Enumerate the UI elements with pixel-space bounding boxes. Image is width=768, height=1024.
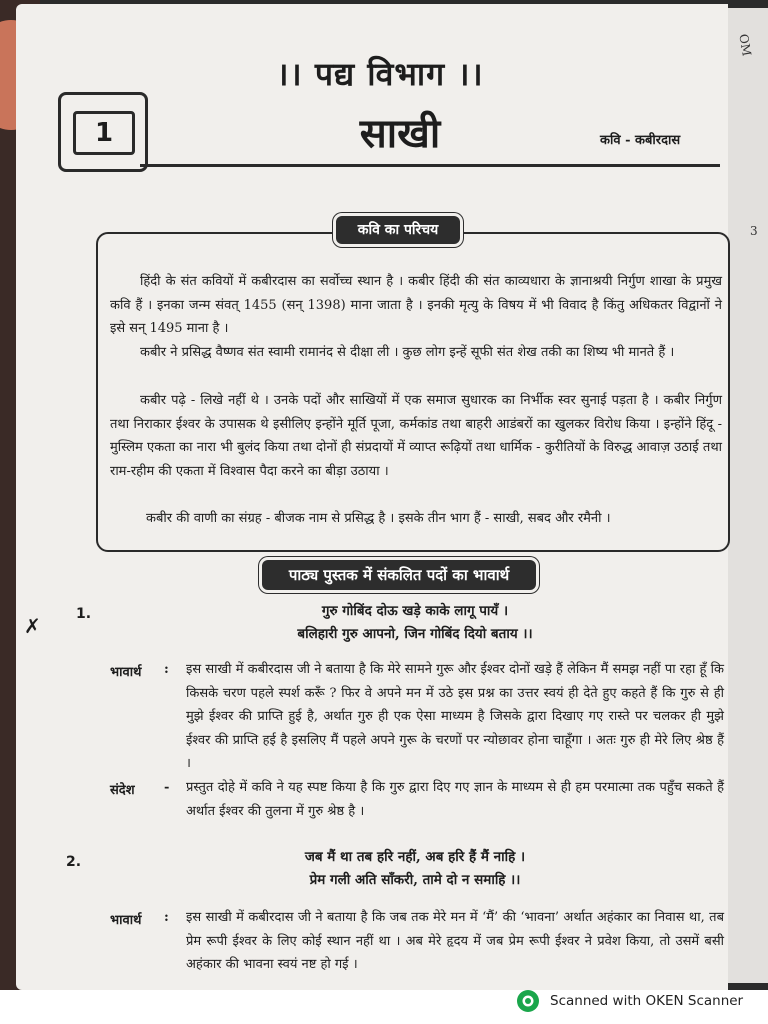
couplet-1-line-2: बलिहारी गुरु आपनो, जिन गोबिंद दियो बताय ।।: [297, 626, 533, 642]
header-divider: [140, 164, 720, 167]
scanner-text: Scanned with OKEN Scanner: [550, 993, 744, 1009]
couplet-2-line-1: जब मैं था तब हरि नहीं, अब हरि हैं मैं नाहि ।: [304, 849, 526, 865]
dash: -: [164, 780, 170, 795]
lesson-number: 1: [73, 111, 135, 155]
pen-check-mark: ✗: [24, 614, 41, 638]
item-number-1: 1.: [76, 606, 92, 622]
intro-paragraph-2: कबीर ने प्रसिद्ध वैष्णव संत स्वामी रामानंद से दीक्षा ली । कुछ लोग इन्हें सूफी संत शेख तकी का शिष्य भी मानते हैं ।: [140, 345, 675, 360]
section-title: ।। पद्य विभाग ।।: [276, 55, 484, 93]
scanner-logo-icon: [516, 989, 540, 1013]
side-page-mark: OM: [736, 32, 754, 58]
side-page-number: 3: [750, 224, 758, 238]
couplet-1-line-1: गुरु गोबिंद दोऊ खड़े काके लागू पायँ ।: [321, 603, 509, 619]
sandesh-text-1: प्रस्तुत दोहे में कवि ने यह स्पष्ट किया है कि गुरु द्वारा दिए गए ज्ञान के माध्यम से ही हम परमात्मा तक पहुँच सकते हैं अर्थात ईश्वर की तुलना में गुरु श्रेष्ठ है ।: [186, 780, 724, 819]
adjacent-page-edge: [724, 8, 768, 983]
poet-intro-label: कवि का परिचय: [336, 216, 460, 244]
bhavarth-label-2: भावार्थ: [110, 913, 142, 928]
sandesh-label-1: संदेश: [110, 783, 135, 798]
colon: :: [164, 910, 169, 925]
item-number-2: 2.: [66, 854, 82, 870]
couplet-2-line-2: प्रेम गली अति साँकरी, तामे दो न समाहि ।।: [309, 872, 521, 888]
bhavarth-label-1: भावार्थ: [110, 665, 142, 680]
poet-name: कवि - कबीरदास: [600, 133, 681, 148]
intro-paragraph-3: कबीर पढ़े - लिखे नहीं थे । उनके पदों और साखियों में एक समाज सुधारक का निर्भीक स्वर सुनाई पड़ता है । कबीर निर्गुण तथा निराकार ईश्वर के उपासक थे इसीलिए इन्होंने मूर्ति पूजा, कर्मकांड तथा बाहरी आडंबरों का खुलकर विरोध किया । इन्होंने हिंदू - मुस्लिम एकता का नारा भी बुलंद किया तथा दोनों ही संप्रदायों में व्याप्त रूढ़ियों तथा धार्मिक - कुरीतियों के विरुद्ध आवाज़ उठाई तथा राम-रहीम की एकता में विश्वास पैदा करने का बीड़ा उठाया ।: [110, 393, 722, 479]
scanner-watermark: [516, 988, 743, 1014]
intro-paragraph-1: हिंदी के संत कवियों में कबीरदास का सर्वोच्च स्थान है । कबीर हिंदी की संत काव्यधारा के ज्ञानाश्रयी निर्गुण शाखा के प्रमुख कवि हैं । इनका जन्म संवत् 1455 (सन् 1398) माना जाता है । इनकी मृत्यु के विषय में भी विवाद है किंतु अधिकतर विद्वानों ने इसे सन् 1495 माना है ।: [110, 274, 722, 336]
bhavarth-text-2: इस साखी में कबीरदास जी ने बताया है कि जब तक मेरे मन में ‘मैं’ की ‘भावना’ अर्थात अहंकार का निवास था, तब प्रेम रूपी ईश्वर के लिए कोई स्थान नहीं था । अब मेरे हृदय में जब प्रेम रूपी ईश्वर ने प्रवेश किया, तो उसमें बसी अहंकार की भावना स्वयं नष्ट हो गई ।: [186, 910, 724, 972]
colon: :: [164, 662, 169, 677]
intro-paragraph-4: कबीर की वाणी का संग्रह - बीजक नाम से प्रसिद्ध है । इसके तीन भाग हैं - साखी, सबद और रमैनी ।: [146, 511, 611, 526]
summary-label: पाठ्य पुस्तक में संकलित पदों का भावार्थ: [262, 560, 536, 590]
chapter-title: साखी: [359, 110, 441, 157]
lesson-number-box: [58, 92, 148, 172]
bhavarth-text-1: इस साखी में कबीरदास जी ने बताया है कि मेरे सामने गुरू और ईश्वर दोनों खड़े हैं लेकिन मैं समझ नहीं पा रहा हूँ कि किसके चरण पहले स्पर्श करूँ ? फिर वे अपने मन में उठे इस प्रश्न का उत्तर स्वयं ही देते हुए कहते हैं कि गुरु से ही मुझे ईश्वर की प्राप्ति हुई है, अर्थात गुरु ही एक ऐसा माध्यम है जिसके द्वारा दिखाए गए रास्ते पर चलकर ही मुझे ईश्वर की प्राप्ति हई है इसलिए मैं पहले अपने गुरू के चरणों पर न्योछावर होना चाहूँगा । अतः गुरु ही मेरे लिए श्रेष्ठ हैं ।: [186, 662, 724, 771]
